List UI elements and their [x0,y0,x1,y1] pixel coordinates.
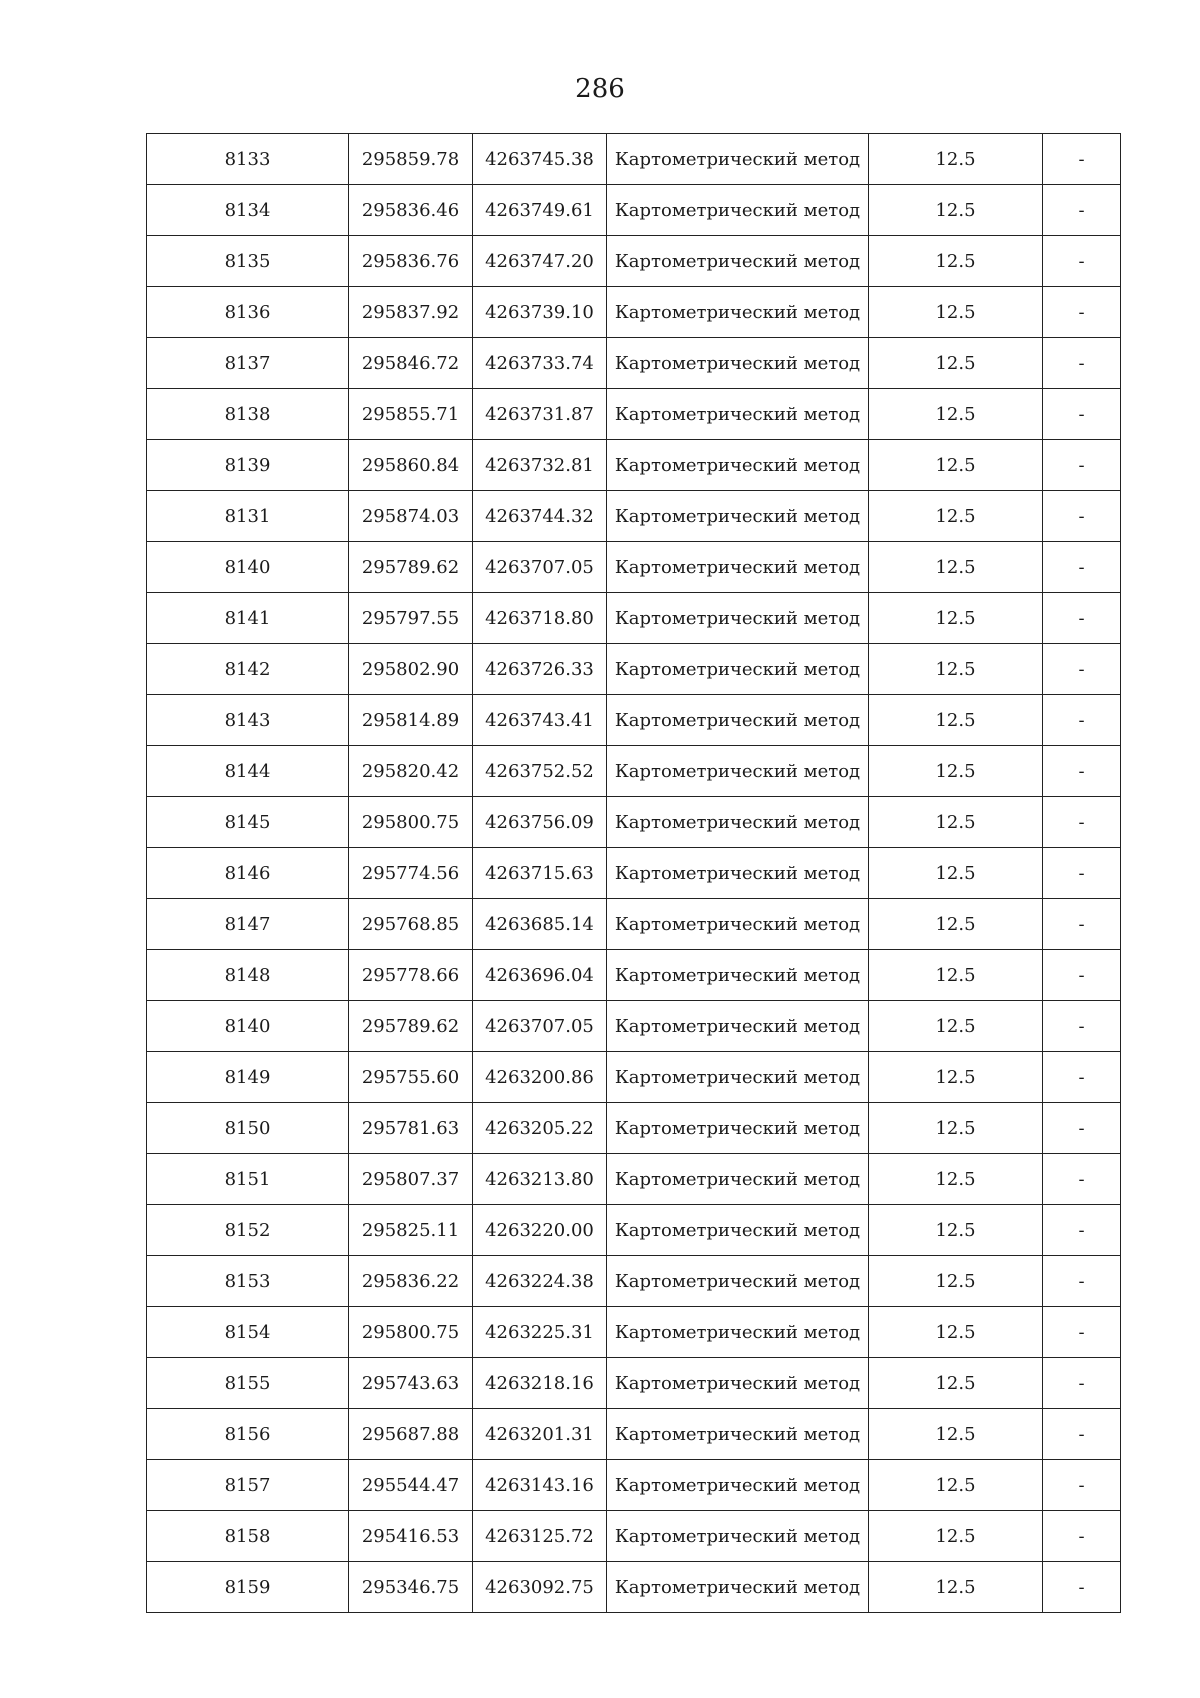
y-coordinate-cell: 4263218.16 [473,1358,607,1409]
x-coordinate-cell: 295778.66 [349,950,473,1001]
table-row [147,185,1121,236]
y-coordinate-cell: 4263092.75 [473,1562,607,1613]
point-number-cell: 8150 [147,1103,349,1154]
delta-cell: - [1043,1205,1121,1256]
point-number-cell: 8138 [147,389,349,440]
precision-cell: 12.5 [869,491,1043,542]
y-coordinate-cell: 4263685.14 [473,899,607,950]
x-coordinate-cell: 295802.90 [349,644,473,695]
method-cell: Картометрический метод [607,440,869,491]
x-coordinate-cell: 295768.85 [349,899,473,950]
point-number-cell: 8137 [147,338,349,389]
point-number-cell: 8134 [147,185,349,236]
precision-cell: 12.5 [869,1307,1043,1358]
point-number-cell: 8131 [147,491,349,542]
table-row [147,593,1121,644]
method-cell: Картометрический метод [607,1511,869,1562]
delta-cell: - [1043,1358,1121,1409]
x-coordinate-cell: 295789.62 [349,1001,473,1052]
x-coordinate-cell: 295874.03 [349,491,473,542]
precision-cell: 12.5 [869,236,1043,287]
delta-cell: - [1043,1001,1121,1052]
method-cell: Картометрический метод [607,1409,869,1460]
precision-cell: 12.5 [869,797,1043,848]
x-coordinate-cell: 295800.75 [349,1307,473,1358]
table-row [147,1052,1121,1103]
coordinates-table [146,133,1121,1613]
method-cell: Картометрический метод [607,287,869,338]
precision-cell: 12.5 [869,1256,1043,1307]
precision-cell: 12.5 [869,1052,1043,1103]
method-cell: Картометрический метод [607,1256,869,1307]
y-coordinate-cell: 4263143.16 [473,1460,607,1511]
point-number-cell: 8143 [147,695,349,746]
x-coordinate-cell: 295837.92 [349,287,473,338]
y-coordinate-cell: 4263744.32 [473,491,607,542]
table-row [147,1154,1121,1205]
method-cell: Картометрический метод [607,1205,869,1256]
table-row [147,899,1121,950]
delta-cell: - [1043,542,1121,593]
table-row [147,1256,1121,1307]
precision-cell: 12.5 [869,1409,1043,1460]
y-coordinate-cell: 4263205.22 [473,1103,607,1154]
x-coordinate-cell: 295825.11 [349,1205,473,1256]
table-row [147,1205,1121,1256]
table-row [147,746,1121,797]
x-coordinate-cell: 295846.72 [349,338,473,389]
delta-cell: - [1043,593,1121,644]
x-coordinate-cell: 295855.71 [349,389,473,440]
delta-cell: - [1043,1052,1121,1103]
precision-cell: 12.5 [869,1103,1043,1154]
point-number-cell: 8152 [147,1205,349,1256]
point-number-cell: 8158 [147,1511,349,1562]
delta-cell: - [1043,389,1121,440]
x-coordinate-cell: 295800.75 [349,797,473,848]
x-coordinate-cell: 295544.47 [349,1460,473,1511]
delta-cell: - [1043,236,1121,287]
x-coordinate-cell: 295814.89 [349,695,473,746]
point-number-cell: 8157 [147,1460,349,1511]
precision-cell: 12.5 [869,542,1043,593]
method-cell: Картометрический метод [607,797,869,848]
x-coordinate-cell: 295860.84 [349,440,473,491]
y-coordinate-cell: 4263718.80 [473,593,607,644]
method-cell: Картометрический метод [607,950,869,1001]
precision-cell: 12.5 [869,1562,1043,1613]
point-number-cell: 8149 [147,1052,349,1103]
table-row [147,134,1121,185]
method-cell: Картометрический метод [607,134,869,185]
method-cell: Картометрический метод [607,389,869,440]
point-number-cell: 8155 [147,1358,349,1409]
precision-cell: 12.5 [869,134,1043,185]
delta-cell: - [1043,1460,1121,1511]
point-number-cell: 8135 [147,236,349,287]
table-row [147,1562,1121,1613]
table-row [147,1103,1121,1154]
method-cell: Картометрический метод [607,746,869,797]
precision-cell: 12.5 [869,644,1043,695]
method-cell: Картометрический метод [607,1460,869,1511]
y-coordinate-cell: 4263707.05 [473,1001,607,1052]
y-coordinate-cell: 4263696.04 [473,950,607,1001]
point-number-cell: 8156 [147,1409,349,1460]
method-cell: Картометрический метод [607,491,869,542]
delta-cell: - [1043,1409,1121,1460]
delta-cell: - [1043,287,1121,338]
table-row [147,1001,1121,1052]
delta-cell: - [1043,644,1121,695]
y-coordinate-cell: 4263220.00 [473,1205,607,1256]
precision-cell: 12.5 [869,1511,1043,1562]
delta-cell: - [1043,1307,1121,1358]
table-row [147,338,1121,389]
table-row [147,848,1121,899]
precision-cell: 12.5 [869,899,1043,950]
point-number-cell: 8141 [147,593,349,644]
y-coordinate-cell: 4263743.41 [473,695,607,746]
x-coordinate-cell: 295781.63 [349,1103,473,1154]
x-coordinate-cell: 295416.53 [349,1511,473,1562]
y-coordinate-cell: 4263731.87 [473,389,607,440]
table-row [147,236,1121,287]
method-cell: Картометрический метод [607,644,869,695]
y-coordinate-cell: 4263213.80 [473,1154,607,1205]
delta-cell: - [1043,797,1121,848]
delta-cell: - [1043,695,1121,746]
y-coordinate-cell: 4263733.74 [473,338,607,389]
y-coordinate-cell: 4263707.05 [473,542,607,593]
x-coordinate-cell: 295859.78 [349,134,473,185]
table-row [147,1358,1121,1409]
precision-cell: 12.5 [869,185,1043,236]
point-number-cell: 8140 [147,542,349,593]
method-cell: Картометрический метод [607,1358,869,1409]
precision-cell: 12.5 [869,848,1043,899]
x-coordinate-cell: 295774.56 [349,848,473,899]
table-row [147,440,1121,491]
table-row [147,950,1121,1001]
table-row [147,797,1121,848]
method-cell: Картометрический метод [607,593,869,644]
point-number-cell: 8148 [147,950,349,1001]
coordinates-table-body [147,134,1121,1613]
y-coordinate-cell: 4263732.81 [473,440,607,491]
y-coordinate-cell: 4263747.20 [473,236,607,287]
method-cell: Картометрический метод [607,1052,869,1103]
x-coordinate-cell: 295346.75 [349,1562,473,1613]
delta-cell: - [1043,491,1121,542]
method-cell: Картометрический метод [607,695,869,746]
y-coordinate-cell: 4263752.52 [473,746,607,797]
table-row [147,287,1121,338]
delta-cell: - [1043,134,1121,185]
method-cell: Картометрический метод [607,1562,869,1613]
x-coordinate-cell: 295836.46 [349,185,473,236]
table-row [147,695,1121,746]
precision-cell: 12.5 [869,287,1043,338]
table-row [147,1409,1121,1460]
x-coordinate-cell: 295836.22 [349,1256,473,1307]
point-number-cell: 8144 [147,746,349,797]
method-cell: Картометрический метод [607,185,869,236]
delta-cell: - [1043,440,1121,491]
point-number-cell: 8136 [147,287,349,338]
table-row [147,491,1121,542]
delta-cell: - [1043,1511,1121,1562]
precision-cell: 12.5 [869,695,1043,746]
point-number-cell: 8147 [147,899,349,950]
x-coordinate-cell: 295789.62 [349,542,473,593]
precision-cell: 12.5 [869,1154,1043,1205]
point-number-cell: 8153 [147,1256,349,1307]
precision-cell: 12.5 [869,389,1043,440]
delta-cell: - [1043,848,1121,899]
precision-cell: 12.5 [869,1001,1043,1052]
x-coordinate-cell: 295836.76 [349,236,473,287]
delta-cell: - [1043,1103,1121,1154]
table-row [147,644,1121,695]
delta-cell: - [1043,338,1121,389]
point-number-cell: 8159 [147,1562,349,1613]
y-coordinate-cell: 4263739.10 [473,287,607,338]
precision-cell: 12.5 [869,1460,1043,1511]
y-coordinate-cell: 4263715.63 [473,848,607,899]
precision-cell: 12.5 [869,440,1043,491]
table-row [147,389,1121,440]
point-number-cell: 8139 [147,440,349,491]
y-coordinate-cell: 4263756.09 [473,797,607,848]
method-cell: Картометрический метод [607,542,869,593]
table-row [147,1307,1121,1358]
y-coordinate-cell: 4263224.38 [473,1256,607,1307]
point-number-cell: 8133 [147,134,349,185]
method-cell: Картометрический метод [607,899,869,950]
y-coordinate-cell: 4263745.38 [473,134,607,185]
point-number-cell: 8140 [147,1001,349,1052]
precision-cell: 12.5 [869,338,1043,389]
table-row [147,1460,1121,1511]
precision-cell: 12.5 [869,746,1043,797]
delta-cell: - [1043,746,1121,797]
delta-cell: - [1043,899,1121,950]
x-coordinate-cell: 295687.88 [349,1409,473,1460]
precision-cell: 12.5 [869,1205,1043,1256]
method-cell: Картометрический метод [607,1001,869,1052]
delta-cell: - [1043,950,1121,1001]
page-number: 286 [575,74,625,104]
y-coordinate-cell: 4263225.31 [473,1307,607,1358]
delta-cell: - [1043,185,1121,236]
y-coordinate-cell: 4263200.86 [473,1052,607,1103]
method-cell: Картометрический метод [607,338,869,389]
method-cell: Картометрический метод [607,848,869,899]
x-coordinate-cell: 295743.63 [349,1358,473,1409]
method-cell: Картометрический метод [607,1103,869,1154]
y-coordinate-cell: 4263125.72 [473,1511,607,1562]
x-coordinate-cell: 295807.37 [349,1154,473,1205]
x-coordinate-cell: 295797.55 [349,593,473,644]
x-coordinate-cell: 295820.42 [349,746,473,797]
point-number-cell: 8151 [147,1154,349,1205]
table-row [147,1511,1121,1562]
point-number-cell: 8145 [147,797,349,848]
method-cell: Картометрический метод [607,1307,869,1358]
y-coordinate-cell: 4263726.33 [473,644,607,695]
delta-cell: - [1043,1154,1121,1205]
point-number-cell: 8142 [147,644,349,695]
point-number-cell: 8154 [147,1307,349,1358]
x-coordinate-cell: 295755.60 [349,1052,473,1103]
table-row [147,542,1121,593]
precision-cell: 12.5 [869,593,1043,644]
precision-cell: 12.5 [869,1358,1043,1409]
point-number-cell: 8146 [147,848,349,899]
y-coordinate-cell: 4263201.31 [473,1409,607,1460]
y-coordinate-cell: 4263749.61 [473,185,607,236]
method-cell: Картометрический метод [607,236,869,287]
precision-cell: 12.5 [869,950,1043,1001]
delta-cell: - [1043,1562,1121,1613]
method-cell: Картометрический метод [607,1154,869,1205]
delta-cell: - [1043,1256,1121,1307]
